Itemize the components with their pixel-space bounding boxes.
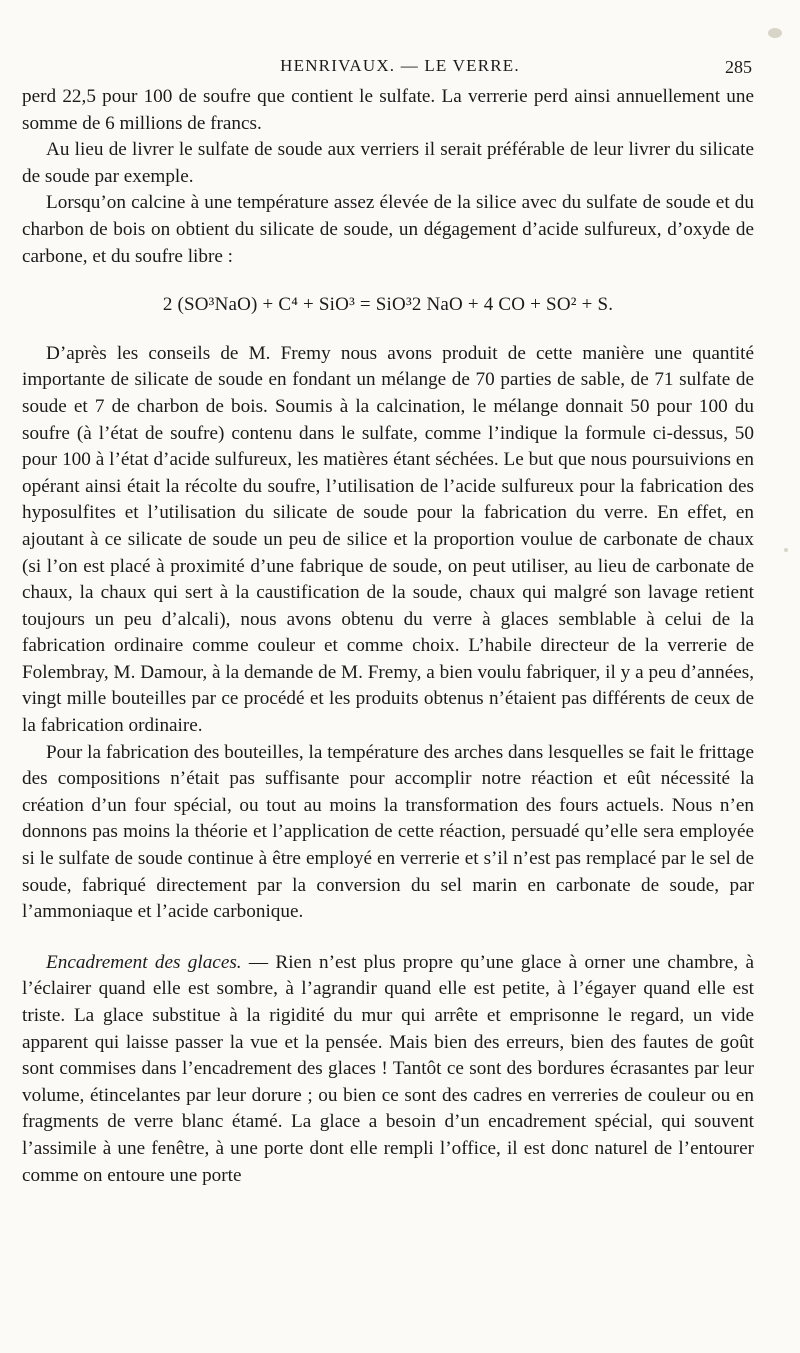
- paragraph: Au lieu de livrer le sulfate de soude aux verriers il serait préférable de leur livrer du silicate de soude par exemple.: [22, 139, 754, 187]
- page-number: 285: [725, 57, 752, 77]
- paragraph-continuation: perd 22,5 pour 100 de soufre que contient le sulfate. La verrerie perd ainsi annuellement une somme de 6 millions de francs.: [22, 86, 754, 134]
- body-text: [22, 84, 754, 1189]
- section-paragraph: [22, 950, 754, 1189]
- section-text: — Rien n’est plus propre qu’une glace à orner une chambre, à l’éclairer quand elle est sombre, à l’agrandir quand elle est petite, à l’égayer quand elle est triste. La glace substitue à la rigidité du mur qui arrête et emprisonne le regard, un vide apparent qui laisse passer la vue et la pensée. Mais bien des erreurs, bien des fautes de goût sont commises dans l’encadrement des glaces ! Tantôt ce sont des bordures écrasantes par leur volume, étincelantes par leur dorure ; ou bien ce sont des cadres en verreries de couleur ou en fragments de verre blanc étamé. La glace a besoin d’un encadrement spécial, qui souvent l’assimile à une fenêtre, à une porte dont elle rempli l’office, il est donc naturel de l’entourer comme on entoure une porte: [22, 951, 754, 1186]
- paper-speck: [784, 548, 788, 552]
- running-head: [0, 52, 800, 78]
- running-title: HENRIVAUX. — LE VERRE.: [280, 56, 520, 75]
- chemical-formula: 2 (SO³NaO) + C⁴ + SiO³ = SiO³2 NaO + 4 CO + SO² + S.: [162, 294, 614, 316]
- section-title: Encadrement des glaces.: [46, 951, 242, 973]
- paragraph: Lorsqu’on calcine à une température assez élevée de la silice avec du sulfate de soude et du charbon de bois on obtient du silicate de soude, un dégagement d’acide sulfureux, d’oxyde de carbone, et du soufre libre :: [22, 192, 754, 267]
- paragraph: Pour la fabrication des bouteilles, la température des arches dans lesquelles se fait le frittage des compositions n’était pas suffisante pour accomplir notre réaction et eût nécessité la création d’un four spécial, ou tout au moins la transformation des fours actuels. Nous n’en donnons pas moins la théorie et l’application de cette réaction, persuadé qu’elle sera employée si le sulfate de soude continue à être employé en verrerie et s’il n’est pas remplacé par le sel de soude, fabriqué directement par la conversion du sel marin en carbonate de soude, par l’ammoniaque et l’acide carbonique.: [22, 741, 754, 923]
- paragraph: D’après les conseils de M. Fremy nous avons produit de cette manière une quantité importante de silicate de soude en fondant un mélange de 70 parties de sable, de 71 sulfate de soude et 7 de charbon de bois. Soumis à la calcination, le mélange donnait 50 pour 100 du soufre (à l’état de soufre) contenu dans le sulfate, comme l’indique la formule ci-dessus, 50 pour 100 à l’état d’acide sulfureux, les matières étant séchées. Le but que nous poursuivions en opérant ainsi était la récolte du soufre, l’utilisation de l’acide sulfureux pour la fabrication des hyposulfites et l’utilisation du silicate de soude pour la fabrication du verre. En effet, en ajoutant à ce silicate de soude un peu de silice et la proportion voulue de carbonate de chaux (si l’on est placé à proximité d’une fabrique de soude, on peut utiliser, au lieu de carbonate de chaux, la chaux qui sert à la caustification de la soude, chaux qui malgré son lavage retient toujours un peu d’alcali), nous avons obtenu du verre à glaces semblable à celui de la fabrication ordinaire comme couleur et comme choix. L’habile directeur de la verrerie de Folembray, M. Damour, à la demande de M. Fremy, a bien voulu fabriquer, il y a peu d’années, vingt mille bouteilles par ce procédé et les produits obtenus n’étaient pas différents de ceux de la fabrication ordinaire.: [22, 342, 754, 737]
- paper-stain: [768, 28, 782, 38]
